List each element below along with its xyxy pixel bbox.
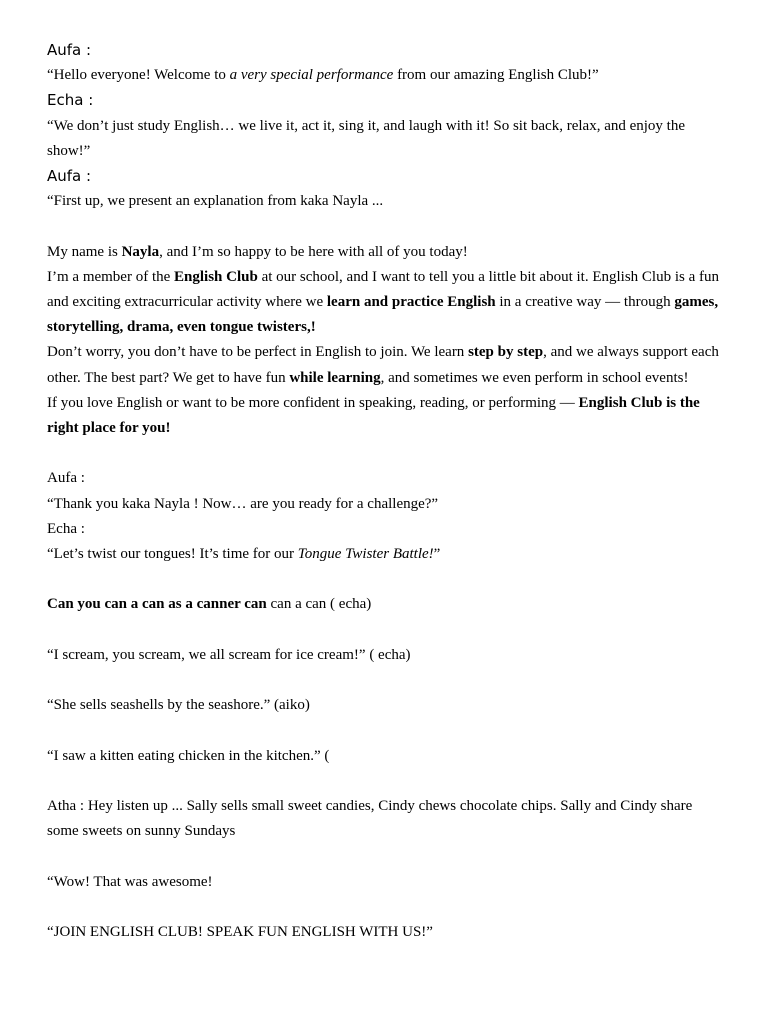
dialogue-line: “First up, we present an explanation from kaka Nayla ...: [47, 193, 384, 210]
closing-slogan: “JOIN ENGLISH CLUB! SPEAK FUN ENGLISH WITH US!”: [47, 923, 433, 940]
blank-line: [47, 567, 727, 592]
document-page: [47, 38, 727, 945]
closing-line: “Wow! That was awesome!: [47, 873, 213, 890]
dialogue-line: “We don’t just study English… we live it, act it, sing it, and laugh with it! So sit back, relax, and enjoy the show!”: [47, 117, 685, 159]
blank-line: [47, 844, 727, 869]
tongue-twister-1: Can you can a can as a canner can can a can ( echa): [47, 596, 372, 613]
speaker-aufa: Aufa :: [47, 167, 92, 186]
tongue-twister-4: “I saw a kitten eating chicken in the kitchen.” (: [47, 747, 330, 764]
blank-line: [47, 618, 727, 643]
blank-line: [47, 668, 727, 693]
blank-line: [47, 718, 727, 743]
blank-line: [47, 895, 727, 920]
speaker-echa: Echa :: [47, 91, 94, 110]
tongue-twister-2: “I scream, you scream, we all scream for ice cream!” ( echa): [47, 646, 411, 663]
nayla-paragraph-3: Don’t worry, you don’t have to be perfect in English to join. We learn step by step, and we always support each other. The best part? We get to have fun while learning, and sometimes we even perform in school events!: [47, 344, 719, 386]
dialogue-line: “Hello everyone! Welcome to a very special performance from our amazing English Club!”: [47, 67, 599, 84]
blank-line: [47, 214, 727, 239]
nayla-paragraph-4: If you love English or want to be more confident in speaking, reading, or performing — English Club is the right place for you!: [47, 394, 700, 437]
tongue-twister-3: “She sells seashells by the seashore.” (aiko): [47, 697, 310, 714]
nayla-paragraph-2: I’m a member of the English Club at our school, and I want to tell you a little bit about it. English Club is a fun and exciting extracurricular activity where we learn and practice English in a creative way — through games, storytelling, drama, even tongue twisters,!: [47, 268, 720, 336]
speaker-echa: Echa :: [47, 520, 85, 537]
dialogue-line: “Thank you kaka Nayla ! Now… are you ready for a challenge?”: [47, 495, 439, 512]
speaker-aufa: Aufa :: [47, 41, 92, 59]
nayla-paragraph-1: My name is Nayla, and I’m so happy to be here with all of you today!: [47, 243, 468, 260]
dialogue-line: “Let’s twist our tongues! It’s time for our Tongue Twister Battle!”: [47, 546, 441, 563]
tongue-twister-5: Atha : Hey listen up ... Sally sells small sweet candies, Cindy chews chocolate chips. Sally and Cindy share some sweets on sunny Sundays: [47, 797, 693, 840]
speaker-aufa: Aufa :: [47, 470, 85, 487]
blank-line: [47, 769, 727, 794]
blank-line: [47, 441, 727, 466]
